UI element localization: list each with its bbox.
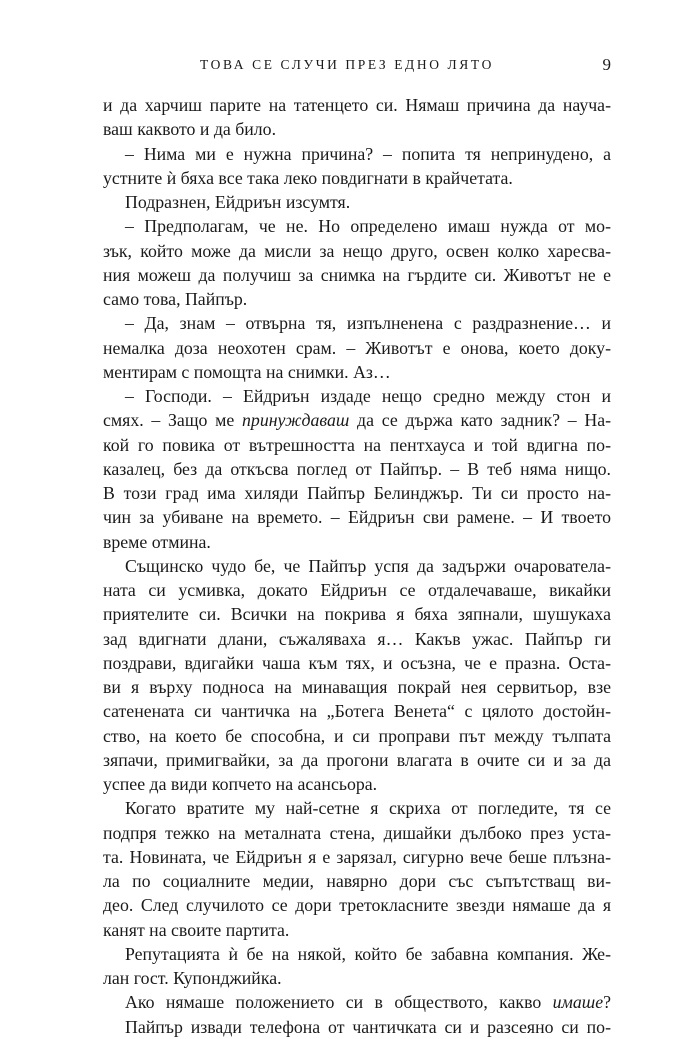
text-line: [103, 408, 611, 432]
text-line: ство, на което бе способна, и си проправи път между тълпата: [103, 725, 611, 746]
text-line: – Господи. – Ейдриън издаде нещо средно между стон и: [125, 386, 611, 406]
text-line: – Да, знам – отвърна тя, изпълненена с раздразнение… и: [125, 313, 611, 334]
text-line: Подразнен, Ейдриън изсумтя.: [125, 192, 351, 212]
text-line: Същинско чудо бе, че Пайпър успя да задържи очарователа-: [125, 555, 611, 576]
page-number: 9: [602, 55, 611, 74]
running-header: [103, 57, 611, 77]
text-line: В този град има хиляди Пайпър Белинджър. Ти си просто на-: [103, 483, 611, 503]
text-line: ментирам с помощта на снимки. Аз…: [103, 361, 391, 382]
text-line: [103, 990, 611, 1014]
text-line: ната си усмивка, докато Ейдриън се отдалечаваше, викайки: [103, 580, 611, 600]
text-line: сатенената си чантичка на „Ботега Венета“ с цялото достойн-: [103, 701, 611, 722]
text-line: време отмина.: [103, 531, 211, 552]
text-line: ния можеш да получиш за снимка на гърдите си. Животът не е: [103, 264, 611, 285]
text-line: казалец, без да откъсва поглед от Пайпър. – В теб няма нищо.: [103, 458, 611, 479]
text-line: ви я върху подноса на минаващия покрай нея сервитьор, взе: [103, 677, 611, 697]
text-line: Репутацията ѝ бе на някой, който бе забавна компания. Же-: [125, 943, 611, 964]
text-line: лан гост. Купонджийка.: [103, 968, 282, 988]
text-line: само това, Пайпър.: [103, 289, 248, 309]
text-line: приятелите си. Всички на покрива я бяха зяпнали, шушукаха: [103, 604, 611, 625]
text-line: поздрави, вдигайки чаша към тях, и осъзна, че е празна. Оста-: [103, 652, 611, 673]
text-line: Пайпър извади телефона от чантичката си и разсеяно си по-: [125, 1016, 611, 1037]
text-line: подпря тежко на металната стена, дишайки дълбоко през уста-: [103, 822, 611, 843]
text-line: део. След случилото се дори третокласните звезди нямаше да я: [103, 895, 611, 916]
text-line: канят на своите партита.: [103, 919, 290, 940]
text-line: – Нима ми е нужна причина? – попита тя непринудено, а: [125, 143, 611, 164]
text-line: – Предполагам, че не. Но определено имаш нужда от мо-: [125, 216, 611, 237]
text-line: зад вдигнати длани, съжаляваха я… Какъв ужас. Пайпър ги: [103, 628, 611, 649]
text-line: кой го повика от вътрешността на пентхауса и той вдигна по-: [103, 434, 611, 455]
text-line-segment: смях. – Защо ме: [103, 410, 243, 431]
text-line: устните ѝ бяха все така леко повдигнати в крайчетата.: [103, 167, 513, 188]
emphasized-word: имаше: [552, 992, 604, 1013]
text-line: Когато вратите му най-сетне я скриха от погледите, тя се: [125, 798, 611, 819]
text-line: ваш каквото и да било.: [103, 119, 277, 140]
text-line-segment: Ако нямаше положението си в обществото, какво: [125, 992, 553, 1013]
emphasized-word: принуждаваш: [242, 410, 350, 431]
body-text: [103, 93, 611, 1039]
text-line: та. Новината, че Ейдриън я е зарязал, сигурно вече беше плъзна-: [103, 846, 611, 867]
text-line: успее да види копчето на асансьора.: [103, 774, 378, 794]
text-line: зяпачи, примигвайки, за да прогони влагата в очите си и за да: [103, 749, 611, 770]
text-line: немалка доза неохотен срам. – Животът е онова, което доку-: [103, 337, 611, 358]
text-line-segment: да се държа като задник? – На-: [349, 410, 612, 431]
text-line: зък, който може да мисли за нещо друго, освен колко харесва-: [103, 240, 611, 261]
text-line-segment: ?: [603, 992, 611, 1013]
book-page: [103, 0, 612, 1037]
running-title: ТОВА СЕ СЛУЧИ ПРЕЗ ЕДНО ЛЯТО: [200, 57, 494, 72]
text-line: чин за убиване на времето. – Ейдриън сви рамене. – И твоето: [103, 507, 611, 528]
text-line: ла по социалните медии, навярно дори със съпътстващ ви-: [103, 871, 611, 891]
text-line: и да харчиш парите на татенцето си. Нямаш причина да научa-: [103, 95, 611, 115]
